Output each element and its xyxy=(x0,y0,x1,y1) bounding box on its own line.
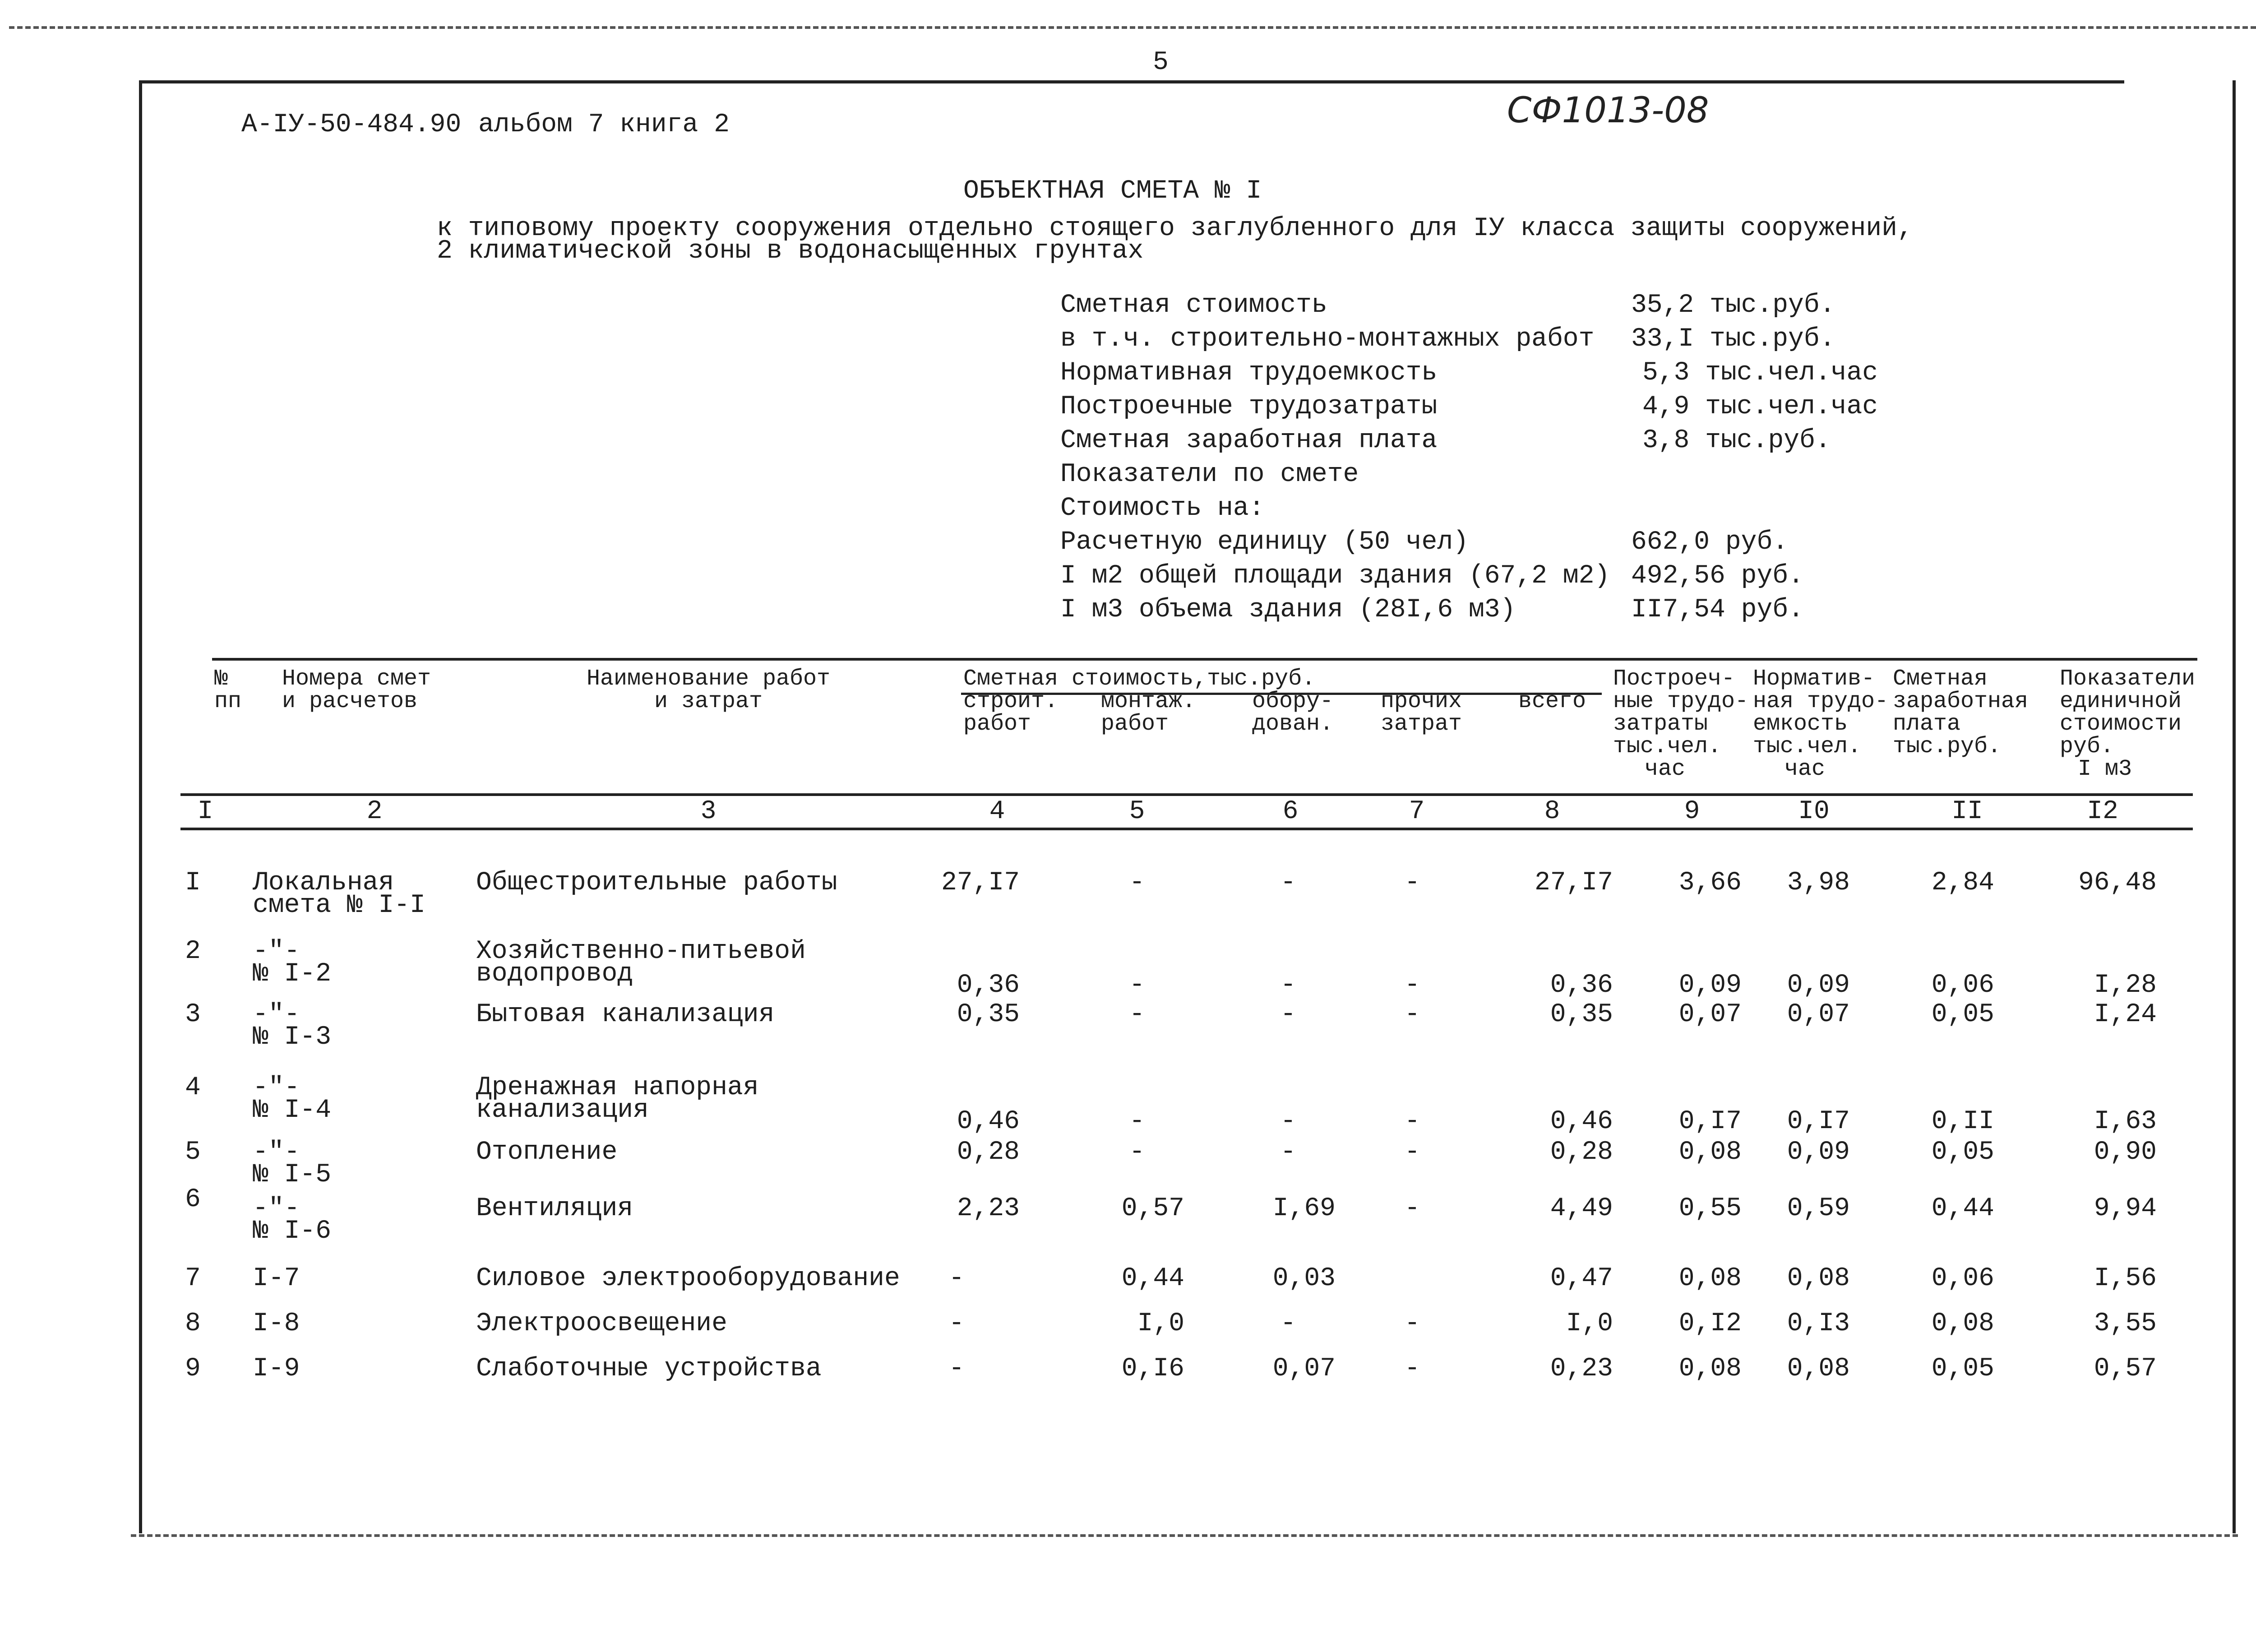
doc-code: А-IУ-50-484.90 xyxy=(241,110,462,139)
frame-left xyxy=(139,80,142,1533)
row-number: I xyxy=(185,868,201,898)
cell-montazh: - xyxy=(1129,971,1145,1000)
row-smeta: I-7 xyxy=(253,1264,300,1293)
cell-stroit: 0,35 xyxy=(957,1000,1020,1029)
summary-label: I м2 общей площади здания (67,2 м2) xyxy=(1060,561,1610,591)
cell-vsego: 27,I7 xyxy=(1534,868,1613,898)
cell-postr: 0,07 xyxy=(1678,1000,1742,1029)
cell-montazh: 0,44 xyxy=(1121,1264,1184,1293)
cell-norm: 3,98 xyxy=(1787,868,1850,898)
cell-oborud: - xyxy=(1280,1309,1296,1338)
row-name: канализация xyxy=(476,1096,649,1125)
summary-label: Стоимость на: xyxy=(1060,494,1265,523)
column-number: 2 xyxy=(366,797,383,826)
summary-label: Сметная стоимость xyxy=(1060,291,1327,320)
header-montazh: монтаж. работ xyxy=(1101,689,1196,737)
cell-prochie: - xyxy=(1404,1000,1420,1029)
summary-label: I м3 объема здания (28I,6 м3) xyxy=(1060,595,1516,625)
summary-label: Нормативная трудоемкость xyxy=(1060,358,1438,388)
cell-norm: 0,09 xyxy=(1787,971,1850,1000)
summary-label: Построечные трудозатраты xyxy=(1060,392,1438,421)
row-smeta: смета № I-I xyxy=(253,891,425,920)
cell-norm: 0,I3 xyxy=(1787,1309,1850,1338)
cell-stroit: - xyxy=(948,1309,965,1338)
table-top-rule xyxy=(212,658,2197,661)
summary-label: Сметная заработная плата xyxy=(1060,426,1438,455)
row-name: Силовое электрооборудование xyxy=(476,1264,900,1293)
row-smeta: № I-5 xyxy=(253,1160,332,1189)
column-number: 7 xyxy=(1409,797,1425,826)
cell-pokaz: I,28 xyxy=(2094,971,2157,1000)
cell-pokaz: 9,94 xyxy=(2094,1194,2157,1223)
cell-vsego: 0,36 xyxy=(1550,971,1613,1000)
header-cost-group: Сметная стоимость,тыс.руб. xyxy=(963,666,1316,692)
row-number: 3 xyxy=(185,1000,201,1029)
header-name: Наименование работ и затрат xyxy=(586,666,831,714)
cell-zarpl: 0,05 xyxy=(1931,1000,1994,1029)
row-smeta: -"- xyxy=(253,1073,300,1102)
row-smeta: I-8 xyxy=(253,1309,300,1338)
summary-value: 4,9 тыс.чел.час xyxy=(1642,392,1878,421)
column-number: 6 xyxy=(1282,797,1299,826)
cell-oborud: - xyxy=(1280,868,1296,898)
cell-zarpl: 0,08 xyxy=(1931,1309,1994,1338)
cell-postr: 3,66 xyxy=(1678,868,1742,898)
cell-stroit: 2,23 xyxy=(957,1194,1020,1223)
column-number: 5 xyxy=(1129,797,1145,826)
frame-bottom xyxy=(131,1534,2238,1537)
summary-label: Показатели по смете xyxy=(1060,460,1359,489)
column-number: I0 xyxy=(1798,797,1830,826)
row-number: 5 xyxy=(185,1138,201,1167)
cell-vsego: 0,47 xyxy=(1550,1264,1613,1293)
column-number: I2 xyxy=(2087,797,2118,826)
cell-norm: 0,08 xyxy=(1787,1354,1850,1384)
row-smeta: I-9 xyxy=(253,1354,300,1384)
cell-postr: 0,08 xyxy=(1678,1138,1742,1167)
cell-pokaz: 0,90 xyxy=(2094,1138,2157,1167)
cell-norm: 0,59 xyxy=(1787,1194,1850,1223)
row-name: Бытовая канализация xyxy=(476,1000,775,1029)
summary-label: в т.ч. строительно-монтажных работ xyxy=(1060,324,1595,354)
cell-stroit: 0,28 xyxy=(957,1138,1020,1167)
cell-zarpl: 2,84 xyxy=(1931,868,1994,898)
row-name: Вентиляция xyxy=(476,1194,633,1223)
cell-oborud: - xyxy=(1280,971,1296,1000)
column-number: 9 xyxy=(1684,797,1700,826)
cell-vsego: 0,46 xyxy=(1550,1107,1613,1136)
header-num: № пп xyxy=(214,666,242,714)
cell-norm: 0,08 xyxy=(1787,1264,1850,1293)
row-number: 7 xyxy=(185,1264,201,1293)
summary-value: 33,I тыс.руб. xyxy=(1631,324,1835,354)
row-smeta: № I-2 xyxy=(253,959,332,989)
cell-prochie: - xyxy=(1404,971,1420,1000)
summary-value: 35,2 тыс.руб. xyxy=(1631,291,1835,320)
column-number: I xyxy=(197,797,213,826)
summary-value: 5,3 тыс.чел.час xyxy=(1642,358,1878,388)
cell-zarpl: 0,05 xyxy=(1931,1138,1994,1167)
column-number: 3 xyxy=(700,797,717,826)
cell-pokaz: 0,57 xyxy=(2094,1354,2157,1384)
subtitle-line-2: 2 климатической зоны в водонасыщенных грунтах xyxy=(437,236,1144,266)
cell-montazh: - xyxy=(1129,868,1145,898)
cell-postr: 0,08 xyxy=(1678,1354,1742,1384)
column-number: 4 xyxy=(989,797,1005,826)
row-smeta: Локальная xyxy=(253,868,394,898)
cell-vsego: 0,28 xyxy=(1550,1138,1613,1167)
row-name: Дренажная напорная xyxy=(476,1073,759,1102)
cell-stroit: 0,46 xyxy=(957,1107,1020,1136)
row-name: Отопление xyxy=(476,1138,618,1167)
cell-montazh: 0,57 xyxy=(1121,1194,1184,1223)
cell-zarpl: 0,05 xyxy=(1931,1354,1994,1384)
colnum-bottom-rule xyxy=(180,828,2193,830)
cell-oborud: 0,07 xyxy=(1272,1354,1336,1384)
cell-vsego: 4,49 xyxy=(1550,1194,1613,1223)
cell-vsego: 0,23 xyxy=(1550,1354,1613,1384)
cell-montazh: - xyxy=(1129,1000,1145,1029)
album-label: альбом 7 книга 2 xyxy=(478,110,730,139)
cell-zarpl: 0,06 xyxy=(1931,1264,1994,1293)
cell-norm: 0,I7 xyxy=(1787,1107,1850,1136)
row-name: Слаботочные устройства xyxy=(476,1354,822,1384)
cell-oborud: - xyxy=(1280,1107,1296,1136)
frame-top xyxy=(139,80,2124,83)
cell-postr: 0,55 xyxy=(1678,1194,1742,1223)
header-stroit: строит. работ xyxy=(963,689,1059,737)
summary-value: 3,8 тыс.руб. xyxy=(1642,426,1831,455)
cell-montazh: - xyxy=(1129,1107,1145,1136)
header-zarpl: Сметная заработная плата тыс.руб. xyxy=(1893,666,2029,759)
row-smeta: № I-4 xyxy=(253,1096,332,1125)
cell-oborud: - xyxy=(1280,1138,1296,1167)
cell-zarpl: 0,II xyxy=(1931,1107,1994,1136)
cell-oborud: I,69 xyxy=(1272,1194,1336,1223)
cell-oborud: 0,03 xyxy=(1272,1264,1336,1293)
cell-postr: 0,08 xyxy=(1678,1264,1742,1293)
column-number: 8 xyxy=(1544,797,1560,826)
cell-prochie: - xyxy=(1404,1107,1420,1136)
header-oborud: обору- дован. xyxy=(1252,689,1334,737)
cell-norm: 0,07 xyxy=(1787,1000,1850,1029)
row-smeta: -"- xyxy=(253,1000,300,1029)
cell-postr: 0,I7 xyxy=(1678,1107,1742,1136)
row-smeta: № I-3 xyxy=(253,1023,332,1052)
row-name: Общестроительные работы xyxy=(476,868,837,898)
page-number: 5 xyxy=(1153,48,1169,77)
page-title: ОБЪЕКТНАЯ СМЕТА № I xyxy=(963,176,1262,206)
cell-oborud: - xyxy=(1280,1000,1296,1029)
row-smeta: -"- xyxy=(253,937,300,966)
row-name: Электроосвещение xyxy=(476,1309,727,1338)
cell-stroit: 27,I7 xyxy=(941,868,1020,898)
cell-pokaz: I,56 xyxy=(2094,1264,2157,1293)
cell-pokaz: I,63 xyxy=(2094,1107,2157,1136)
cell-zarpl: 0,06 xyxy=(1931,971,1994,1000)
cell-stroit: 0,36 xyxy=(957,971,1020,1000)
header-pokaz: Показатели единичной стоимости руб. I м3 xyxy=(2060,666,2196,782)
cell-montazh: 0,I6 xyxy=(1121,1354,1184,1384)
header-vsego: всего xyxy=(1518,689,1586,714)
cell-stroit: - xyxy=(948,1264,965,1293)
summary-value: 492,56 руб. xyxy=(1631,561,1804,591)
cell-prochie: - xyxy=(1404,1309,1420,1338)
subtitle-line-1: к типовому проекту сооружения отдельно стоящего заглубленного для IУ класса защиты сооружений, xyxy=(437,214,1913,243)
frame-right xyxy=(2233,80,2236,1533)
cell-postr: 0,I2 xyxy=(1678,1309,1742,1338)
header-bottom-rule xyxy=(180,793,2193,796)
row-smeta: -"- xyxy=(253,1138,300,1167)
top-dashed-line xyxy=(9,26,2256,29)
cell-vsego: 0,35 xyxy=(1550,1000,1613,1029)
row-smeta: -"- xyxy=(253,1194,300,1223)
cell-prochie: - xyxy=(1404,1354,1420,1384)
header-postr: Построеч- ные трудо- затраты тыс.чел. час xyxy=(1613,666,1749,782)
summary-value: II7,54 руб. xyxy=(1631,595,1804,625)
row-number: 9 xyxy=(185,1354,201,1384)
cell-vsego: I,0 xyxy=(1566,1309,1613,1338)
summary-value: 662,0 руб. xyxy=(1631,528,1789,557)
cell-montazh: I,0 xyxy=(1137,1309,1184,1338)
column-number: II xyxy=(1951,797,1983,826)
row-number: 2 xyxy=(185,937,201,966)
row-name: Хозяйственно-питьевой xyxy=(476,937,806,966)
cell-stroit: - xyxy=(948,1354,965,1384)
summary-label: Расчетную единицу (50 чел) xyxy=(1060,528,1469,557)
cell-prochie: - xyxy=(1404,1138,1420,1167)
header-smeta: Номера смет и расчетов xyxy=(282,666,431,714)
header-prochie: прочих затрат xyxy=(1381,689,1462,737)
cell-prochie: - xyxy=(1404,1194,1420,1223)
row-number: 6 xyxy=(185,1185,201,1214)
cell-pokaz: 3,55 xyxy=(2094,1309,2157,1338)
row-name: водопровод xyxy=(476,959,633,989)
cell-zarpl: 0,44 xyxy=(1931,1194,1994,1223)
cell-postr: 0,09 xyxy=(1678,971,1742,1000)
cell-prochie: - xyxy=(1404,868,1420,898)
cell-montazh: - xyxy=(1129,1138,1145,1167)
cell-norm: 0,09 xyxy=(1787,1138,1850,1167)
row-smeta: № I-6 xyxy=(253,1217,332,1246)
row-number: 8 xyxy=(185,1309,201,1338)
handwritten-code: СФ1013-08 xyxy=(1507,90,1709,131)
cell-pokaz: I,24 xyxy=(2094,1000,2157,1029)
row-number: 4 xyxy=(185,1073,201,1102)
cell-pokaz: 96,48 xyxy=(2078,868,2157,898)
header-norm: Норматив- ная трудо- емкость тыс.чел. час xyxy=(1753,666,1889,782)
